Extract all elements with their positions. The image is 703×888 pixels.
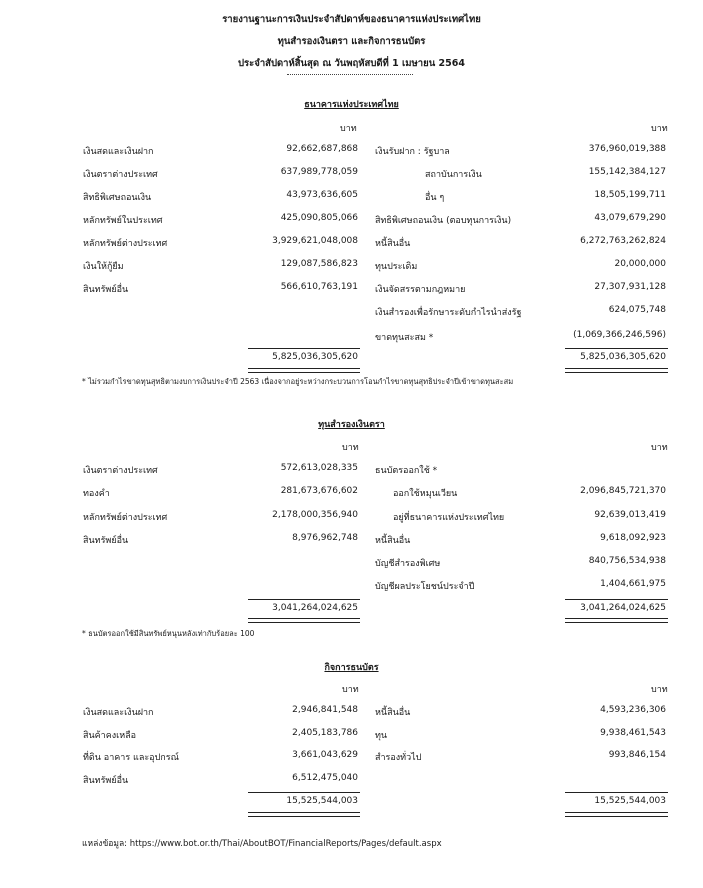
s1-right-label: เงินรับฝาก : รัฐบาล	[375, 147, 450, 157]
s2-right-label: ธนบัตรออกใช้ *	[375, 466, 438, 476]
s2-right-value: 840,756,534,938	[588, 556, 666, 566]
s3-left-value: 2,946,841,548	[292, 705, 358, 715]
s2-right-label: อยู่ที่ธนาคารแห่งประเทศไทย	[393, 513, 505, 523]
s1-left-total-rule	[248, 348, 360, 349]
s2-left-label: ทองคำ	[83, 489, 110, 499]
s1-left-label: เงินสดและเงินฝาก	[83, 147, 154, 157]
s2-right-label: บัญชีผลประโยชน์ประจำปี	[375, 582, 475, 592]
s3-left-value: 2,405,183,786	[292, 728, 358, 738]
unit-label: บาท	[651, 124, 668, 134]
s1-right-label: เงินสำรองเพื่อรักษาระดับกำไรนำส่งรัฐ	[375, 308, 522, 318]
s3-left-label: สินค้าคงเหลือ	[83, 731, 137, 741]
s1-left-label: หลักทรัพย์ต่างประเทศ	[83, 239, 168, 249]
s1-right-value: 624,075,748	[608, 305, 666, 315]
s1-right-value: 43,079,679,290	[594, 213, 666, 223]
s3-left-value: 6,512,475,040	[292, 773, 358, 783]
s2-left-value: 8,976,962,748	[292, 533, 358, 543]
section-title-reserve: ทุนสำรองเงินตรา	[318, 420, 385, 430]
s2-left-value: 281,673,676,602	[280, 486, 358, 496]
s3-left-value: 3,661,043,629	[292, 750, 358, 760]
s3-left-label: เงินสดและเงินฝาก	[83, 708, 154, 718]
s2-right-value: 1,404,661,975	[600, 579, 666, 589]
s1-right-label: สิทธิพิเศษถอนเงิน (ตอบทุนการเงิน)	[375, 216, 512, 226]
s1-right-value: 155,142,384,127	[588, 167, 666, 177]
section-title-banknote: กิจการธนบัตร	[324, 663, 379, 673]
s3-right-total-rule	[565, 792, 668, 793]
s3-left-double-rule	[248, 812, 360, 817]
s3-left-label: ที่ดิน อาคาร และอุปกรณ์	[83, 753, 179, 763]
s1-left-label: หลักทรัพย์ในประเทศ	[83, 216, 163, 226]
s1-left-double-rule	[248, 368, 360, 373]
s1-left-label: สินทรัพย์อื่น	[83, 285, 129, 295]
s2-left-double-rule	[248, 618, 360, 623]
s2-total-left: 3,041,264,024,625	[272, 603, 358, 613]
unit-label: บาท	[342, 443, 359, 453]
s3-right-value: 9,938,461,543	[600, 728, 666, 738]
header-dotted-divider	[287, 74, 413, 75]
s1-right-value: (1,069,366,246,596)	[573, 330, 666, 340]
s3-right-double-rule	[565, 812, 668, 817]
s2-footnote: * ธนบัตรออกใช้มีสินทรัพย์หนุนหลังเท่ากับร้อยละ 100	[82, 629, 255, 638]
s2-right-total-rule	[565, 599, 668, 600]
s1-right-value: 27,307,931,128	[594, 282, 666, 292]
source-link[interactable]: แหล่งข้อมูล: https://www.bot.or.th/Thai/AboutBOT/FinancialReports/Pages/default.aspx	[82, 839, 442, 849]
s1-left-value: 637,989,778,059	[280, 167, 358, 177]
s1-left-value: 3,929,621,048,008	[272, 236, 358, 246]
unit-label: บาท	[342, 685, 359, 695]
s1-left-label: เงินตราต่างประเทศ	[83, 170, 158, 180]
section-title-bot: ธนาคารแห่งประเทศไทย	[304, 100, 399, 110]
s3-total-right: 15,525,544,003	[594, 796, 666, 806]
s2-right-double-rule	[565, 618, 668, 623]
s1-left-label: เงินให้กู้ยืม	[83, 262, 124, 272]
report-period: ประจำสัปดาห์สิ้นสุด ณ วันพฤหัสบดีที่ 1 เมษายน 2564	[238, 58, 465, 69]
s3-right-label: สำรองทั่วไป	[375, 753, 422, 763]
s1-right-value: 20,000,000	[614, 259, 666, 269]
s1-right-double-rule	[565, 368, 668, 373]
s1-right-label: อื่น ๆ	[425, 193, 445, 203]
s3-total-left: 15,525,544,003	[286, 796, 358, 806]
s1-right-value: 6,272,763,262,824	[580, 236, 666, 246]
s1-right-value: 18,505,199,711	[594, 190, 666, 200]
s1-right-label: เงินจัดสรรตามกฎหมาย	[375, 285, 466, 295]
s2-left-total-rule	[248, 599, 360, 600]
s2-right-label: ออกใช้หมุนเวียน	[393, 489, 458, 499]
s1-total-left: 5,825,036,305,620	[272, 352, 358, 362]
s2-right-label: หนี้สินอื่น	[375, 536, 411, 546]
s1-left-value: 43,973,636,605	[286, 190, 358, 200]
s1-right-label: หนี้สินอื่น	[375, 239, 411, 249]
s1-right-total-rule	[565, 348, 668, 349]
s1-footnote: * ไม่รวมกำไรขาดทุนสุทธิตามงบการเงินประจำปี 2563 เนื่องจากอยู่ระหว่างกระบวนการโอนกำไรขาดทุนสุทธิประจำปีเข้าขาดทุนสะสม	[82, 377, 514, 386]
s1-right-label: สถาบันการเงิน	[425, 170, 482, 180]
s2-left-value: 2,178,000,356,940	[272, 510, 358, 520]
s2-right-label: บัญชีสำรองพิเศษ	[375, 559, 441, 569]
s2-right-value: 92,639,013,419	[594, 510, 666, 520]
s1-left-value: 566,610,763,191	[280, 282, 358, 292]
s3-right-label: หนี้สินอื่น	[375, 708, 411, 718]
s3-right-value: 993,846,154	[608, 750, 666, 760]
unit-label: บาท	[340, 124, 357, 134]
s3-left-label: สินทรัพย์อื่น	[83, 776, 129, 786]
s2-left-label: หลักทรัพย์ต่างประเทศ	[83, 513, 168, 523]
s2-left-label: สินทรัพย์อื่น	[83, 536, 129, 546]
s1-right-label: ขาดทุนสะสม *	[375, 333, 434, 343]
s3-right-value: 4,593,236,306	[600, 705, 666, 715]
s1-total-right: 5,825,036,305,620	[580, 352, 666, 362]
s1-left-label: สิทธิพิเศษถอนเงิน	[83, 193, 152, 203]
unit-label: บาท	[651, 685, 668, 695]
s2-left-label: เงินตราต่างประเทศ	[83, 466, 158, 476]
report-title: รายงานฐานะการเงินประจำสัปดาห์ของธนาคารแห่งประเทศไทย	[222, 14, 481, 25]
s2-total-right: 3,041,264,024,625	[580, 603, 666, 613]
s1-right-label: ทุนประเดิม	[375, 262, 418, 272]
s3-right-label: ทุน	[375, 731, 388, 741]
s2-right-value: 2,096,845,721,370	[580, 486, 666, 496]
unit-label: บาท	[651, 443, 668, 453]
s1-left-value: 129,087,586,823	[280, 259, 358, 269]
s2-right-value: 9,618,092,923	[600, 533, 666, 543]
s1-left-value: 92,662,687,868	[286, 144, 358, 154]
s2-left-value: 572,613,028,335	[280, 463, 358, 473]
s3-left-total-rule	[248, 792, 360, 793]
report-subtitle: ทุนสำรองเงินตรา และกิจการธนบัตร	[277, 36, 426, 47]
s1-right-value: 376,960,019,388	[588, 144, 666, 154]
s1-left-value: 425,090,805,066	[280, 213, 358, 223]
